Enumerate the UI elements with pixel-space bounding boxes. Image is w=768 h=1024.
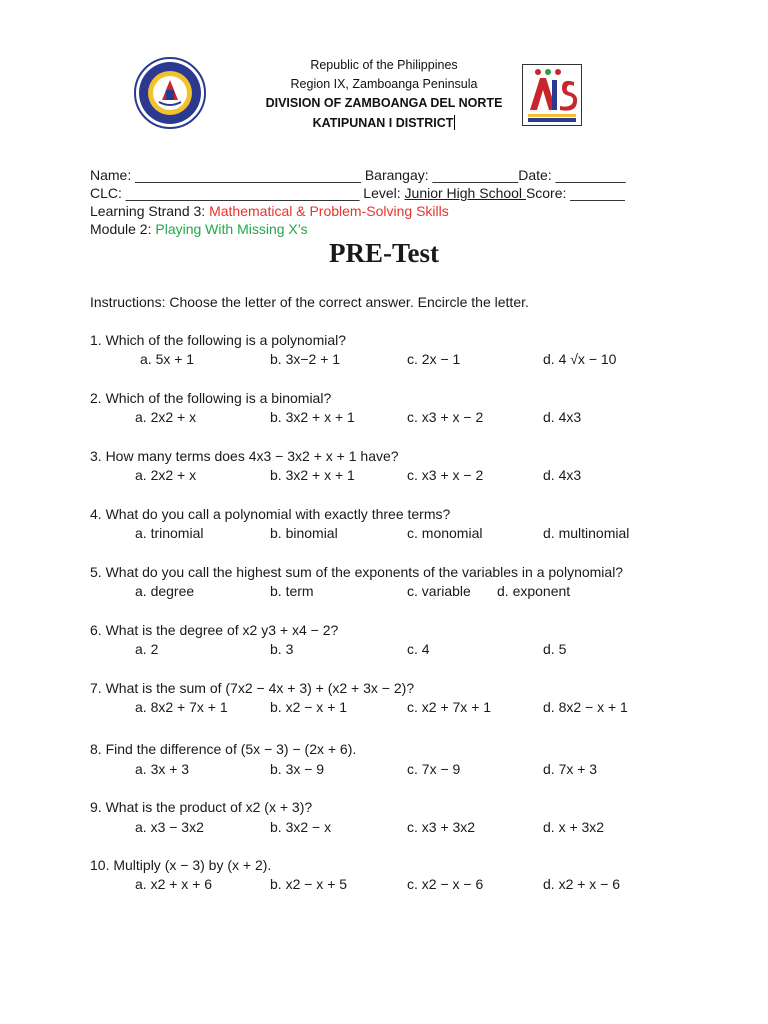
level-label: Level:: [359, 185, 405, 201]
q4-option-a[interactable]: a. trinomial: [135, 525, 204, 541]
q9-option-d[interactable]: d. x + 3x2: [543, 819, 605, 835]
q7-option-a[interactable]: a. 8x2 + 7x + 1: [135, 699, 228, 715]
question-4: 4. What do you call a polynomial with exactly three terms?: [90, 506, 451, 522]
header-region: Region IX, Zamboanga Peninsula: [290, 77, 478, 91]
header-republic: Republic of the Philippines: [310, 58, 458, 72]
q10-option-b[interactable]: b. x2 − x + 5: [270, 876, 348, 892]
q4-option-d[interactable]: d. multinomial: [543, 525, 630, 541]
question-7: 7. What is the sum of (7x2 − 4x + 3) + (x2 + 3x − 2)?: [90, 680, 415, 696]
name-barangay-date-line: [90, 167, 626, 183]
q3-option-d[interactable]: d. 4x3: [543, 467, 582, 483]
text-cursor: [454, 115, 455, 130]
question-6: 6. What is the degree of x2 y3 + x4 − 2?: [90, 622, 339, 638]
q1-option-a[interactable]: a. 5x + 1: [140, 351, 195, 367]
q9-option-a[interactable]: a. x3 − 3x2: [135, 819, 204, 835]
q4-option-c[interactable]: c. monomial: [407, 525, 483, 541]
q7-option-c[interactable]: c. x2 + 7x + 1: [407, 699, 492, 715]
page-title: PRE-Test: [328, 238, 439, 268]
q9-option-c[interactable]: c. x3 + 3x2: [407, 819, 476, 835]
barangay-field[interactable]: ___________: [432, 167, 519, 183]
q5-option-a[interactable]: a. degree: [135, 583, 195, 599]
module-value: Playing With Missing X’s: [155, 221, 308, 237]
date-label: Date:: [518, 167, 556, 183]
q7-option-d[interactable]: d. 8x2 − x + 1: [543, 699, 628, 715]
question-8: 8. Find the difference of (5x − 3) − (2x + 6).: [90, 741, 357, 757]
q10-option-d[interactable]: d. x2 + x − 6: [543, 876, 621, 892]
question-5: 5. What do you call the highest sum of the exponents of the variables in a polynomial?: [90, 564, 624, 580]
q2-option-d[interactable]: d. 4x3: [543, 409, 582, 425]
q5-option-c[interactable]: c. variable: [407, 583, 471, 599]
question-2: 2. Which of the following is a binomial?: [90, 390, 332, 406]
module-line: [90, 221, 308, 237]
instructions: Instructions: Choose the letter of the correct answer. Encircle the letter.: [90, 294, 529, 310]
q3-option-b[interactable]: b. 3x2 + x + 1: [270, 467, 355, 483]
name-field[interactable]: _____________________________: [135, 167, 361, 183]
q6-option-c[interactable]: c. 4: [407, 641, 430, 657]
q7-option-b[interactable]: b. x2 − x + 1: [270, 699, 348, 715]
clc-label: CLC:: [90, 185, 126, 201]
score-label: Score:: [525, 185, 571, 201]
header-district: KATIPUNAN I DISTRICT: [312, 116, 454, 130]
q6-option-d[interactable]: d. 5: [543, 641, 567, 657]
q1-option-d[interactable]: d. 4 √x − 10: [543, 351, 617, 367]
clc-field[interactable]: ______________________________: [125, 185, 360, 201]
barangay-label: Barangay:: [360, 167, 433, 183]
q8-option-d[interactable]: d. 7x + 3: [543, 761, 598, 777]
learning-strand-line: [90, 203, 449, 219]
date-field[interactable]: _________: [555, 167, 626, 183]
q3-option-c[interactable]: c. x3 + x − 2: [407, 467, 484, 483]
q9-option-b[interactable]: b. 3x2 − x: [270, 819, 332, 835]
q8-option-c[interactable]: c. 7x − 9: [407, 761, 461, 777]
q1-option-b[interactable]: b. 3x−2 + 1: [270, 351, 341, 367]
question-9: 9. What is the product of x2 (x + 3)?: [90, 799, 313, 815]
score-field[interactable]: _______: [570, 185, 625, 201]
question-10: 10. Multiply (x − 3) by (x + 2).: [90, 857, 272, 873]
q2-option-b[interactable]: b. 3x2 + x + 1: [270, 409, 355, 425]
q8-option-a[interactable]: a. 3x + 3: [135, 761, 190, 777]
q5-option-d[interactable]: d. exponent: [497, 583, 571, 599]
header-division: DIVISION OF ZAMBOANGA DEL NORTE: [265, 96, 503, 110]
q3-option-a[interactable]: a. 2x2 + x: [135, 467, 197, 483]
question-3: 3. How many terms does 4x3 − 3x2 + x + 1 have?: [90, 448, 399, 464]
question-1: 1. Which of the following is a polynomial?: [90, 332, 347, 348]
q8-option-b[interactable]: b. 3x − 9: [270, 761, 325, 777]
q6-option-a[interactable]: a. 2: [135, 641, 159, 657]
q5-option-b[interactable]: b. term: [270, 583, 314, 599]
q2-option-c[interactable]: c. x3 + x − 2: [407, 409, 484, 425]
level-value: Junior High School: [404, 185, 526, 201]
q1-option-c[interactable]: c. 2x − 1: [407, 351, 461, 367]
q6-option-b[interactable]: b. 3: [270, 641, 294, 657]
strand-label: Learning Strand 3:: [90, 203, 210, 219]
q2-option-a[interactable]: a. 2x2 + x: [135, 409, 197, 425]
name-label: Name:: [90, 167, 136, 183]
module-label: Module 2:: [90, 221, 156, 237]
q10-option-a[interactable]: a. x2 + x + 6: [135, 876, 213, 892]
strand-value: Mathematical & Problem-Solving Skills: [209, 203, 449, 219]
clc-level-score-line: [90, 185, 625, 201]
q4-option-b[interactable]: b. binomial: [270, 525, 338, 541]
q10-option-c[interactable]: c. x2 − x − 6: [407, 876, 484, 892]
